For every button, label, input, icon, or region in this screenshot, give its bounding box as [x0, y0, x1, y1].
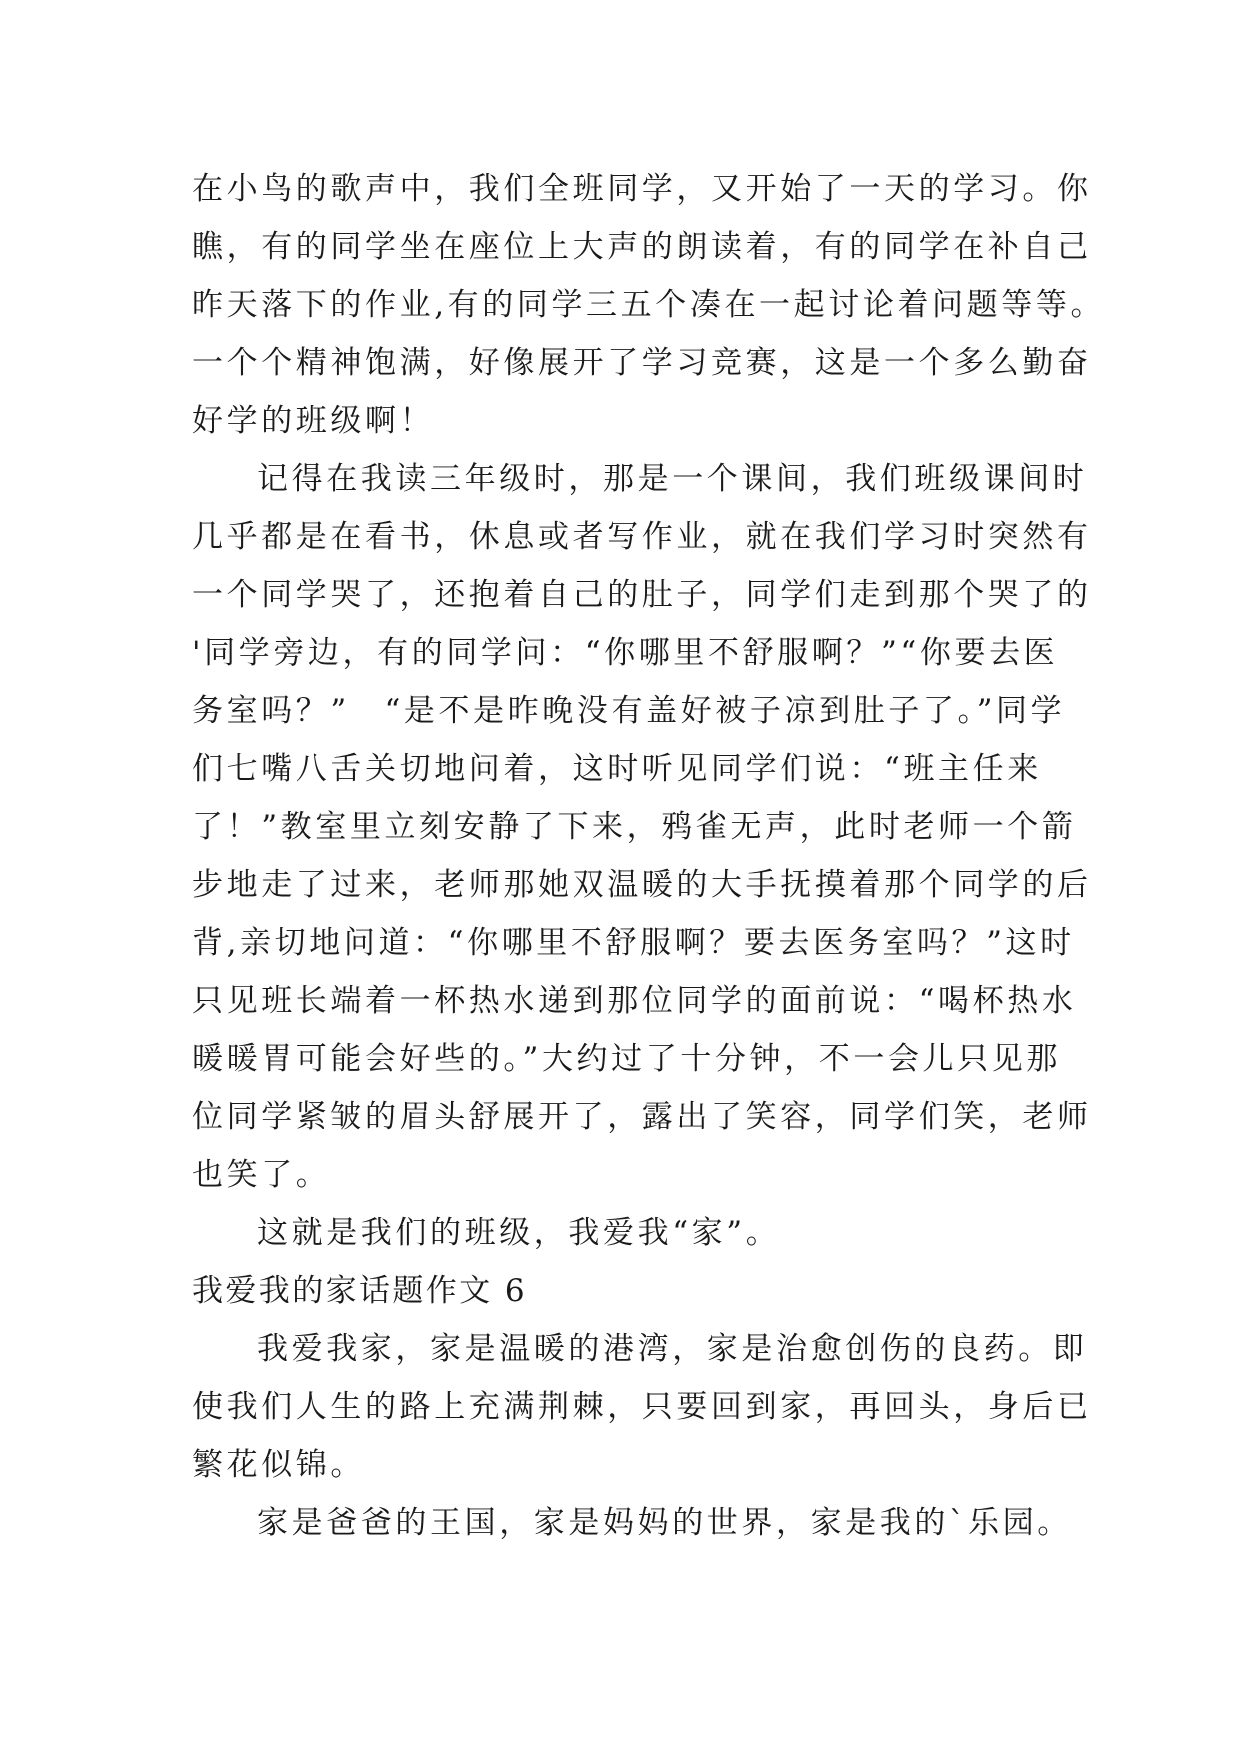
- text-line: '同学旁边，有的同学问：“你哪里不舒服啊？”“你要去医: [192, 635, 1059, 671]
- text-line: 只见班长端着一杯热水递到那位同学的面前说：“喝杯热水: [192, 983, 1077, 1019]
- text-line: 务室吗？” “是不是昨晚没有盖好被子凉到肚子了。”同学: [192, 693, 1066, 729]
- text-line: 们七嘴八舌关切地问着，这时听见同学们说：“班主任来: [192, 751, 1042, 787]
- paragraph-start-line: 家是爸爸的王国，家是妈妈的世界，家是我的`乐园。: [257, 1505, 1072, 1541]
- text-line: 几乎都是在看书，休息或者写作业，就在我们学习时突然有: [192, 519, 1092, 555]
- text-line: 好学的班级啊！: [192, 403, 435, 439]
- text-line: 在小鸟的歌声中，我们全班同学，又开始了一天的学习。你: [192, 171, 1092, 207]
- document-body: [192, 160, 1106, 1552]
- section-heading: 我爱我的家话题作文 6: [192, 1273, 527, 1309]
- text-line: 一个个精神饱满，好像展开了学习竞赛，这是一个多么勤奋: [192, 345, 1092, 381]
- text-line: 了！”教室里立刻安静了下来，鸦雀无声，此时老师一个箭: [192, 809, 1077, 845]
- paragraph-start-line: 我爱我家，家是温暖的港湾，家是治愈创伤的良药。即: [257, 1331, 1088, 1367]
- text-line: 瞧，有的同学坐在座位上大声的朗读着，有的同学在补自己: [192, 229, 1092, 265]
- text-line: 也笑了。: [192, 1157, 331, 1193]
- text-line: 位同学紧皱的眉头舒展开了，露出了笑容，同学们笑，老师: [192, 1099, 1092, 1135]
- text-line: 步地走了过来，老师那她双温暖的大手抚摸着那个同学的后: [192, 867, 1092, 903]
- text-line: 繁花似锦。: [192, 1447, 365, 1483]
- text-line: 暖暖胃可能会好些的。”大约过了十分钟，不一会儿只见那: [192, 1041, 1061, 1077]
- text-line: 一个同学哭了，还抱着自己的肚子，同学们走到那个哭了的: [192, 577, 1092, 613]
- paragraph-start-line: 这就是我们的班级，我爱我“家”。: [257, 1215, 781, 1251]
- text-line: 背,亲切地问道：“你哪里不舒服啊？要去医务室吗？”这时: [192, 925, 1075, 961]
- text-line: 使我们人生的路上充满荆棘，只要回到家，再回头，身后已: [192, 1389, 1092, 1425]
- paragraph-start-line: 记得在我读三年级时，那是一个课间，我们班级课间时: [257, 461, 1088, 497]
- text-line: 昨天落下的作业,有的同学三五个凑在一起讨论着问题等等。: [192, 287, 1106, 323]
